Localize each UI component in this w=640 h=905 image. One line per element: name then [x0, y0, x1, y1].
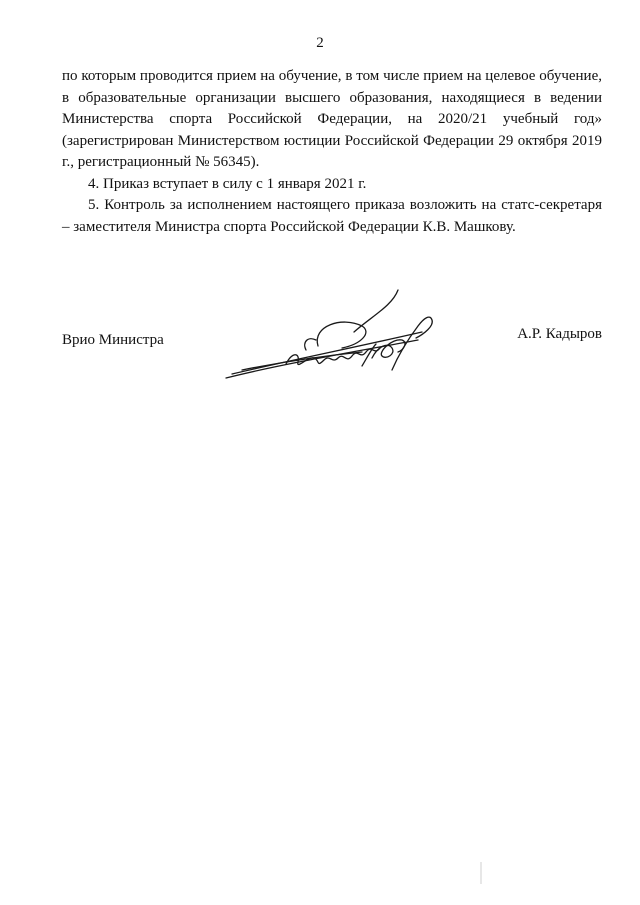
paragraph-item-4: 4. Приказ вступает в силу с 1 января 2021 г.	[88, 175, 367, 192]
paragraph-continuation: по которым проводится прием на обучение, в том числе прием на целевое обучение, в образовательные организации высшего образования, находящиеся в ведении Министерства спорта Российской Федерации, на 2020/21 учебный год» (зарегистрирован Министерством юстиции Российской Федерации 29 октября 2019 г., регистрационный № 56345).	[62, 68, 602, 170]
signatory-title: Врио Министра	[62, 332, 164, 348]
paragraph-item-5: 5. Контроль за исполнением настоящего приказа возложить на статс-секретаря – заместителя Министра спорта Российской Федерации К.В. Машкову.	[62, 197, 602, 235]
page-number: 2	[316, 35, 324, 51]
scan-artifact-mark	[480, 862, 482, 884]
handwritten-signature-icon	[222, 286, 442, 382]
document-body	[62, 66, 602, 238]
signatory-name: А.Р. Кадыров	[517, 326, 602, 342]
